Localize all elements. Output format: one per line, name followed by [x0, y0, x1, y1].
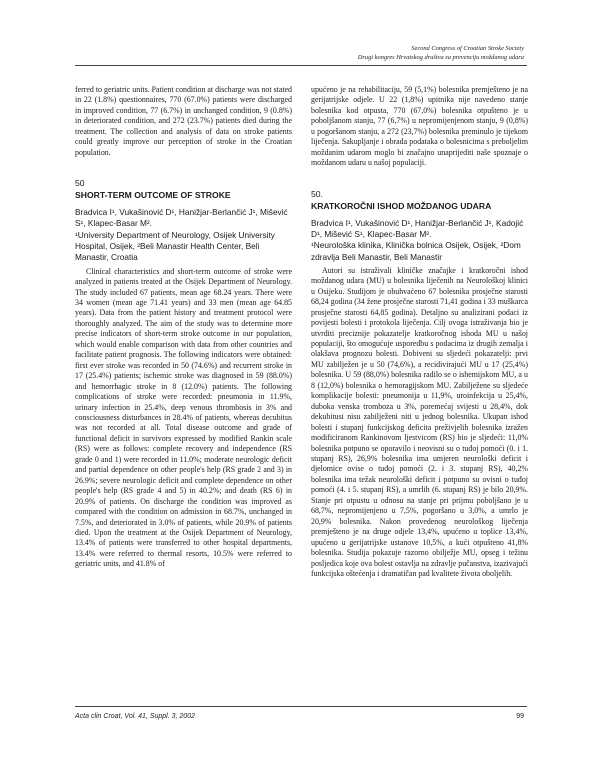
left-abstract-title: SHORT-TERM OUTCOME OF STROKE — [75, 190, 231, 201]
running-head-croatian: Drugi kongres Hrvatskog društva za prevenciju moždanog udara — [357, 54, 524, 61]
left-lead-paragraph: ferred to geriatric units. Patient condition at discharge was not stated in 22 (1.8%) questionnaires, 770 (67.0%) patients were discharged in improved condition, 77 (6.7%) in unchanged condition, 9 (0.8%) in deteriorated condition, and 272 (23.7%) patients died during the treatment. The collection and analysis of data on stroke patients could greatly improve our perception of stroke in the Croatian population. — [75, 85, 292, 157]
header-rule — [75, 65, 527, 66]
right-abstract-title: KRATKOROČNI ISHOD MOŽDANOG UDARA — [311, 200, 492, 211]
journal-citation: Acta clin Croat, Vol. 41, Suppl. 3, 2002 — [75, 713, 195, 720]
left-abstract-body: Clinical characteristics and short-term outcome of stroke were analyzed in patients treated at the Osijek Department of Neurology. The study included 67 patients, mean age 68.24 years. There were 34 women (mean age 71.41 years) and 33 men (mean age 64.85 years). Data from the patient history and treatment protocol were thoroughly analyzed. The aim of the study was to determine more precise indicators of short-term stroke outcome in our population, which would enable comparison with data from other countries and facilitate patient prognosis. The following indicators were obtained: first ever stroke was recorded in 50 (74.6%) and recurrent stroke in 17 (25.4%) patients; ischemic stroke was diagnosed in 59 (88.0%) and hemorrhagic stroke in 8 (12.0%) patients. The following complications of stroke were recorded: pneumonia in 11.9%, urinary infection in 25.4%, deep venous thrombosis in 3% and consciousness disturbances in 28.4% of patients, whereas decubitus was not recorded at all. Total disease outcome and grade of functional deficit in survivors expressed by modified Rankin scale (RS) were as follows: complete recovery and independence (RS grade 0 and 1) were recorded in 11.0%; moderate neurologic deficit and partial dependence on other people's help (RS grade 2 and 3) in 26.9%; severe neurologic deficit and complete dependence on other people's help (RS grade 4 and 5) in 40.2%; and death (RS 6) in 20.9% of patients. On discharge the condition was improved as compared with the condition on admission in 68.7%, unchanged in 7.5%, and deteriorated in 3.0% of patients, while 20.9% of patients died. Upon the treatment at the Osijek Department of Neurology, 13.4% of patients were transferred to other hospital departments, 13.4% were referred to thermal resorts, 10.5% were referred to geriatric units, and 41.8% of — [75, 266, 292, 569]
left-column — [75, 85, 292, 570]
right-column — [311, 85, 528, 579]
page-number: 99 — [516, 713, 524, 720]
running-head — [224, 44, 524, 62]
right-authors: Bradvica I¹, Vukašinović D¹, Hanižjar-Berlančić J¹, Kadojić D¹, Mišević S¹, Klapec-Basar M². — [311, 217, 524, 239]
section-spacer — [311, 169, 528, 189]
section-spacer — [75, 158, 292, 178]
right-affiliation: ¹Neurološka klinika, Klinička bolnica Osijek, Osijek, ²Dom zdravlja Beli Manastir, Beli Manastir — [311, 240, 521, 262]
footer-rule — [75, 706, 527, 707]
left-affiliation: ¹University Department of Neurology, Osijek University Hospital, Osijek, ²Beli Manastir Health Center, Beli Manastir, Croatia — [75, 229, 275, 263]
left-authors: Bradvica I¹, Vukašinović D¹, Hanižjar-Berlančić J¹, Mišević S¹, Klapec-Basar M². — [75, 207, 288, 229]
right-abstract-body: Autori su istraživali kliničke značajke i kratkoročni ishod moždanog udara (MU) u bolesnika liječenih na Neurološkoj klinici u Osijeku. Studijom je obuhvaćeno 67 bolesnika prosječne starosti 68,24 godina (34 žene prosječne starosti 71,41 godina i 33 muškarca prosječne starosti 64,85 godina). Detaljno su analizirani podaci iz povijesti bolesti i protokola liječenja. Cilj ovoga istraživanja bio je utvrditi preciznije pokazatelje kratkoročnog ishoda MU u našoj populaciji, što omogućuje usporedbu s podacima iz drugih zemalja i olakšava prognozu bolesti. Dobiveni su sljedeći pokazatelji: prvi MU zabilježen je u 50 (74,6%), a recidivirajući MU u 17 (25,4%) bolesnika. U 59 (88,0%) bolesnika radilo se o ishemijskom MU, a u 8 (12,0%) bolesnika o hemoragijskom MU. Zabilježene su sljedeće komplikacije bolesti: pneumonija u 11,9%, uroinfekcija u 25,4%, duboka venska tromboza u 3%, poremećaj svijesti u 28,4%, dok dekubitusi nisu zabilježeni niti u jednog bolesnika. Ukupan ishod bolesti i stupanj funkcijskog deficita preživjelih bolesnika izražen modificiranom Rankinovom ljestvicom (RS) bio je sljedeći: 11,0% bolesnika potpuno se oporavilo i neovisni su o tuđoj pomoći (0. i 1. stupanj RS), 26,9% bolesnika ima umjeren neurološki deficit i djelomice ovise o tuđoj pomoći (2. i 3. stupanj RS), 40,2% bolesnika ima težak neurološki deficit i potpuno su ovisni o tuđoj pomoći (4. i 5. stupanj RS), a umrlih (6. stupanj RS) je bilo 20,9%. Stanje pri otpustu u odnosu na stanje pri prijmu poboljšano je u 68,7%, nepromijenjeno u 7,5%, pogoršano u 3,0%, a umrlo je 20,9% bolesnika. Nakon provedenog neurološkog liječenja premješteno je na druge odjele 13,4%, upućeno u toplice 13,4%, upućeno u gerijatrijske ustanove 10,5%, a kući otpušteno 41,8% bolesnika. Studija pokazuje razorno obilježje MU, opseg i težinu posljedica koje ova bolest ostavlja na zdravlje pučanstva, izazivajući funkcijska oštećenja i dramatičan pad kvalitete života oboljelih. — [311, 265, 528, 578]
right-abstract-number: 50. — [311, 188, 323, 199]
right-lead-paragraph: upućeno je na rehabilitaciju, 59 (5,1%) bolesnika premješteno je na gerijatrijske odjele. U 22 (1,8%) upitnika nije navedeno stanje bolesnika kod otpusta, 770 (67,0%) bolesnika otpušteno je u poboljšanom stanju, 77 (6,7%) u nepromijenjenom stanju, 9 (0,8%) u pogoršanom stanju, a 272 (23,7%) bolesnika preminulo je tijekom liječenja. Sakupljanje i obrada podataka o bolesnicima s preboljelim moždanim udarom moglo bi značajno unaprijediti naše spoznaje o moždanom udaru u našoj populaciji. — [311, 85, 528, 168]
running-head-english: Second Congress of Croatian Stroke Society — [411, 45, 524, 52]
left-abstract-number: 50 — [75, 178, 85, 189]
